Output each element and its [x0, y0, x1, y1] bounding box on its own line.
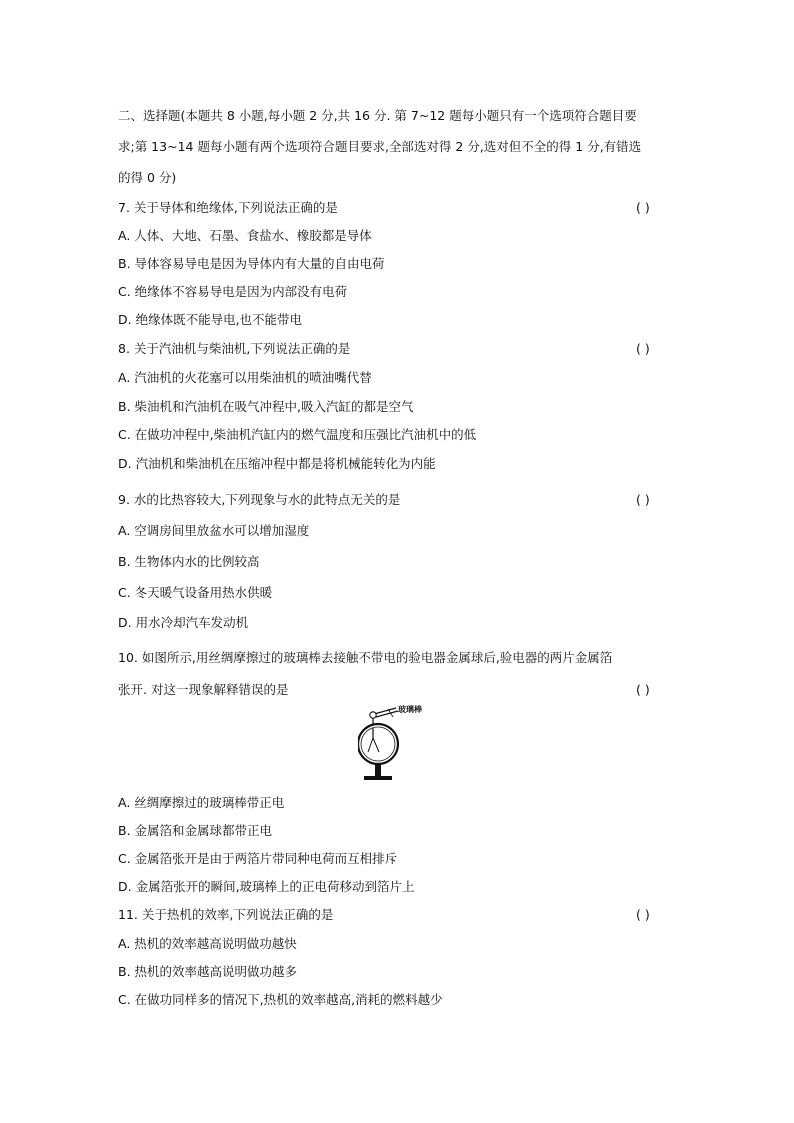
question-8-option-b: B. 柴油机和汽油机在吸气冲程中,吸入汽缸的都是空气 — [118, 399, 414, 414]
question-7-option-d: D. 绝缘体既不能导电,也不能带电 — [118, 312, 303, 327]
question-10-stem-line-1: 10. 如图所示,用丝绸摩擦过的玻璃棒去接触不带电的验电器金属球后,验电器的两片金属箔 — [118, 650, 613, 665]
question-11-answer-blank: ( ) — [636, 907, 650, 922]
question-10-option-d: D. 金属箔张开的瞬间,玻璃棒上的正电荷移动到箔片上 — [118, 879, 415, 894]
question-9-answer-blank: ( ) — [636, 492, 650, 507]
question-10-answer-blank: ( ) — [636, 682, 650, 697]
question-10-stem-line-2: 张开. 对这一现象解释错误的是 — [118, 682, 289, 697]
question-8-answer-blank: ( ) — [636, 341, 650, 356]
section-header-line-1: 二、选择题(本题共 8 小题,每小题 2 分,共 16 分. 第 7~12 题每小题只有一个选项符合题目要 — [118, 108, 637, 123]
question-11-option-c: C. 在做功同样多的情况下,热机的效率越高,消耗的燃料越少 — [118, 992, 443, 1007]
question-7-answer-blank: ( ) — [636, 200, 650, 215]
stand-post — [375, 764, 381, 776]
glass-rod-line-top — [374, 708, 396, 714]
question-9-stem: 9. 水的比热容较大,下列现象与水的此特点无关的是 — [118, 492, 401, 507]
glass-rod-label: 玻璃棒 — [398, 705, 422, 714]
question-8-stem: 8. 关于汽油机与柴油机,下列说法正确的是 — [118, 341, 351, 356]
question-7-stem: 7. 关于导体和绝缘体,下列说法正确的是 — [118, 200, 338, 215]
metal-ball — [370, 712, 376, 718]
question-7-option-b: B. 导体容易导电是因为导体内有大量的自由电荷 — [118, 256, 385, 271]
question-11-stem: 11. 关于热机的效率,下列说法正确的是 — [118, 907, 334, 922]
stand-base — [364, 776, 392, 780]
question-7-option-c: C. 绝缘体不容易导电是因为内部没有电荷 — [118, 284, 348, 299]
electroscope-figure — [358, 702, 448, 784]
question-10-option-c: C. 金属箔张开是由于两箔片带同种电荷而互相排斥 — [118, 851, 398, 866]
question-10-option-a: A. 丝绸摩擦过的玻璃棒带正电 — [118, 795, 285, 810]
question-8-option-a: A. 汽油机的火花塞可以用柴油机的喷油嘴代替 — [118, 370, 372, 385]
question-9-option-b: B. 生物体内水的比例较高 — [118, 554, 260, 569]
question-9-option-c: C. 冬天暖气设备用热水供暖 — [118, 585, 273, 600]
question-7-option-a: A. 人体、大地、石墨、食盐水、橡胶都是导体 — [118, 228, 372, 243]
glass-jar — [358, 724, 398, 764]
question-10-option-b: B. 金属箔和金属球都带正电 — [118, 823, 273, 838]
question-11-option-b: B. 热机的效率越高说明做功越多 — [118, 964, 298, 979]
question-8-option-c: C. 在做功冲程中,柴油机汽缸内的燃气温度和压强比汽油机中的低 — [118, 427, 477, 442]
glass-rod-line-bottom — [376, 711, 398, 717]
question-11-option-a: A. 热机的效率越高说明做功越快 — [118, 936, 297, 951]
section-header-line-2: 求;第 13~14 题每小题有两个选项符合题目要求,全部选对得 2 分,选对但不全的得 1 分,有错选 — [118, 139, 642, 154]
section-header-line-3: 的得 0 分) — [118, 170, 177, 185]
question-8-option-d: D. 汽油机和柴油机在压缩冲程中都是将机械能转化为内能 — [118, 456, 436, 471]
question-9-option-a: A. 空调房间里放盆水可以增加湿度 — [118, 523, 310, 538]
question-9-option-d: D. 用水冷却汽车发动机 — [118, 615, 249, 630]
